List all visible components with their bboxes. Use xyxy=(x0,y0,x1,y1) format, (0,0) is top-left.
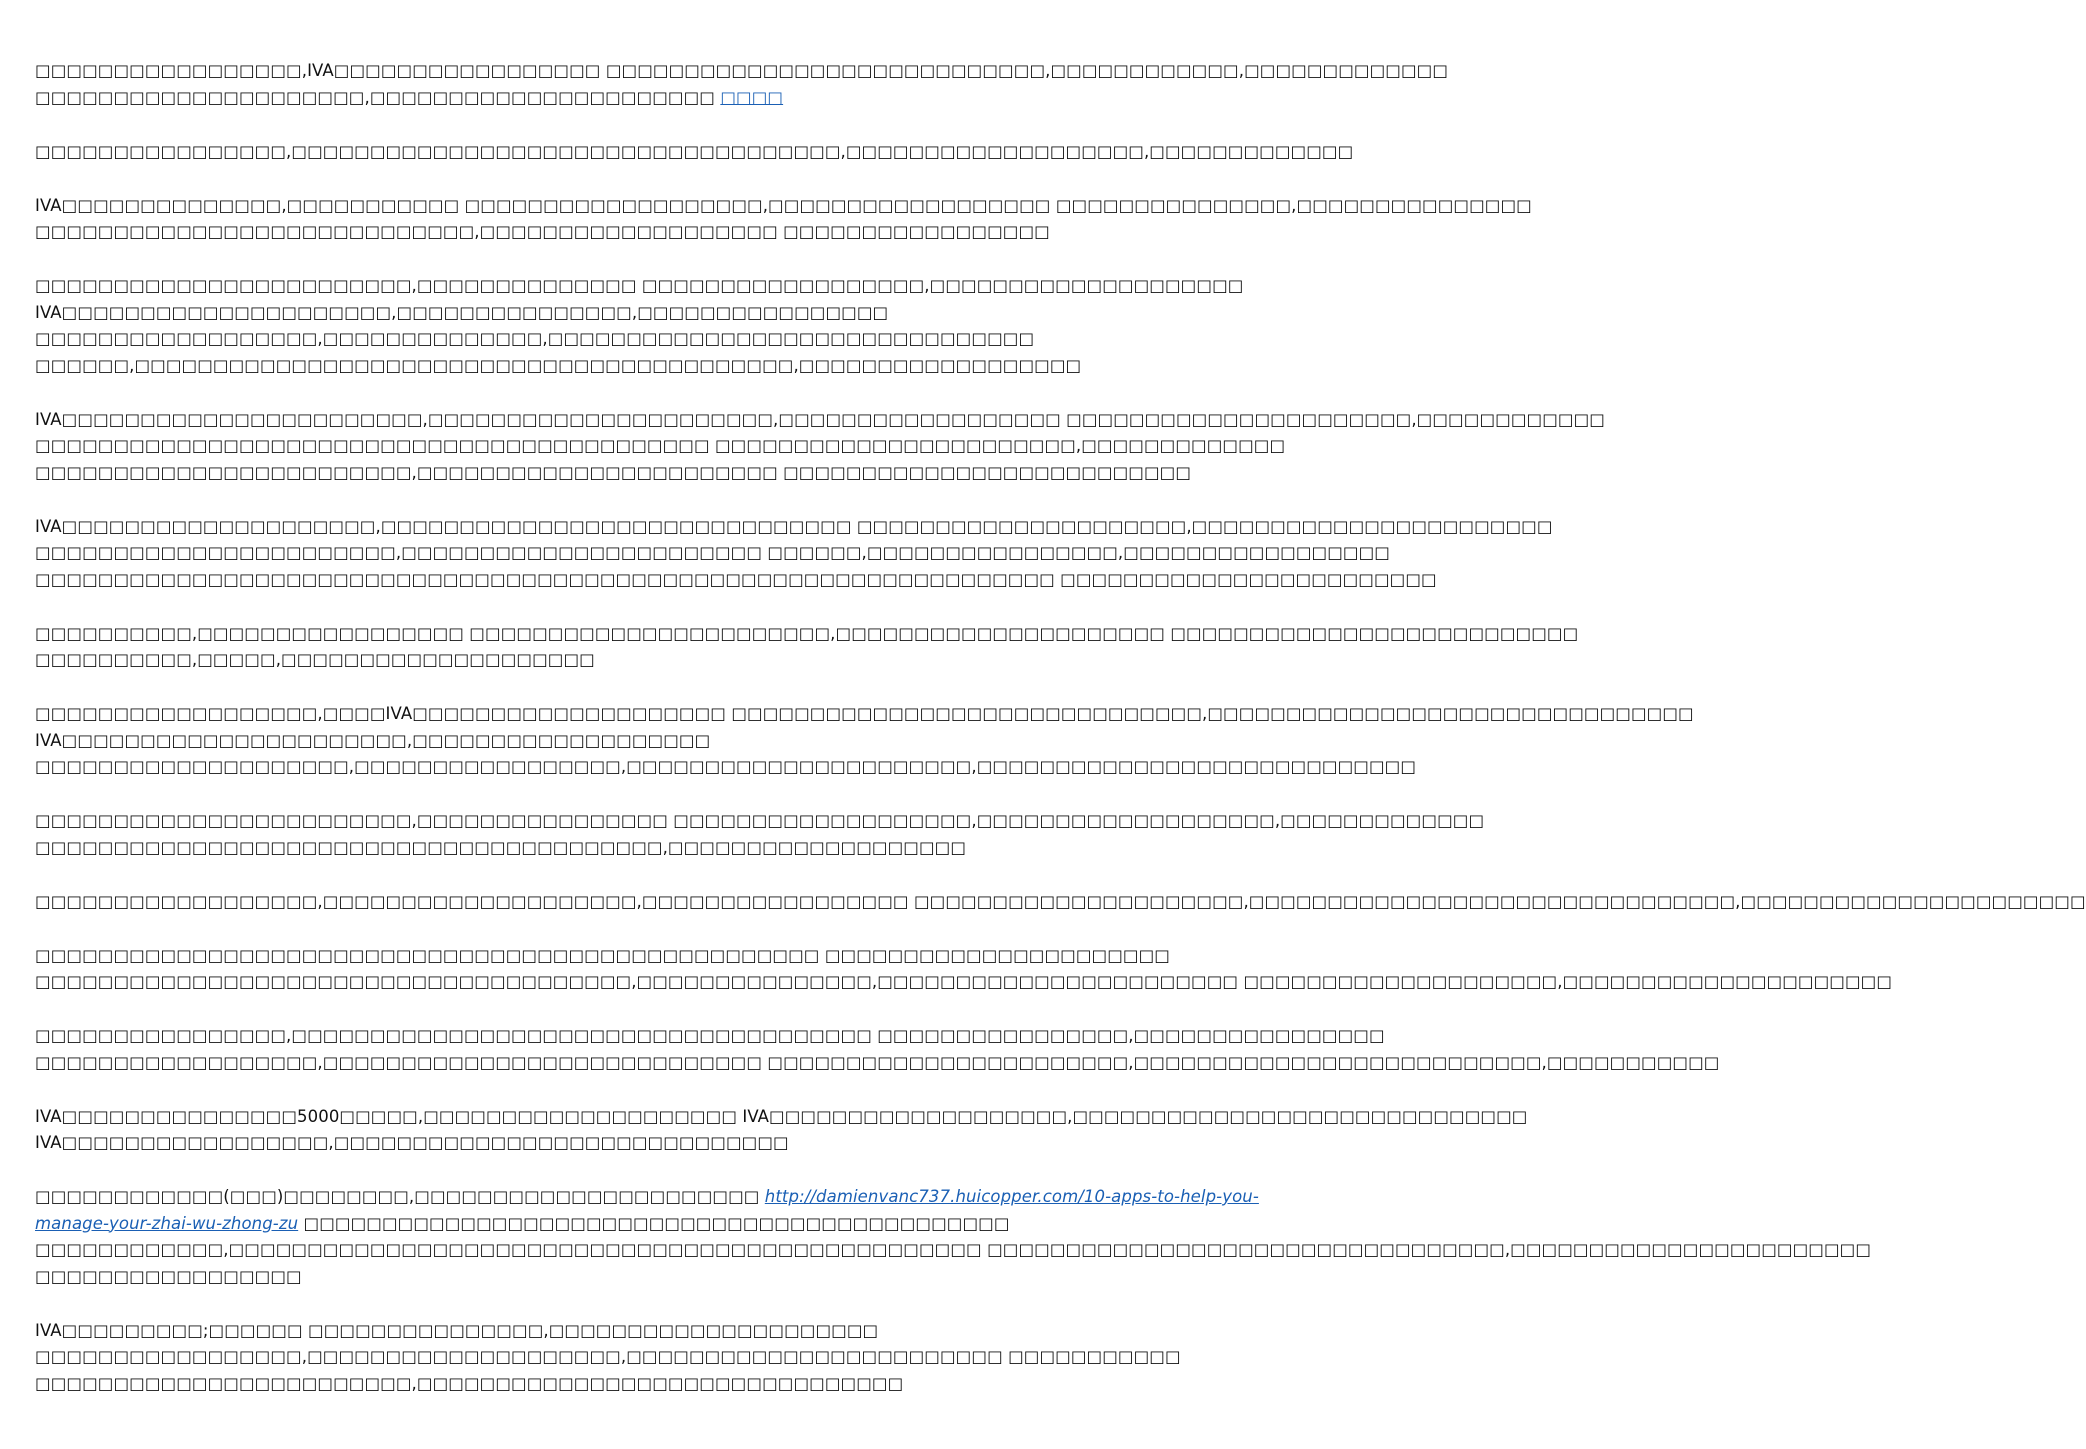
text-line xyxy=(35,1184,1259,1211)
paragraph-12 xyxy=(35,1023,1720,1076)
paragraph-11 xyxy=(35,943,1893,996)
text-line: IVA□□□□□□□□□□□□□□,□□□□□□□□□□□ □□□□□□□□□□□□□□□□□□□,□□□□□□□□□□□□□□□□□□ □□□□□□□□□□□□□□□,□□□□□□□□□□□□□□□ xyxy=(35,195,1532,215)
text-line: IVA□□□□□□□□□□□□□□□□□□□□□□,□□□□□□□□□□□□□□□□□□□ xyxy=(35,730,711,750)
text-line: □□□□□□□□□□□□□□□□□□,□□□□□□□□□□□□□□,□□□□□□□□□□□□□□□□□□□□□□□□□□□□□□□ xyxy=(35,329,1035,348)
text-line: □□□□□□□□□□□□□□□□□□□□□□□□,□□□□□□□□□□□□□□ □□□□□□□□□□□□□□□□□□,□□□□□□□□□□□□□□□□□□□□ xyxy=(35,276,1244,295)
paragraph-1 xyxy=(35,58,1449,111)
text-line: □□□□□□□□□□□□□□□□□□□□□□□,□□□□□□□□□□□□□□□□□□□□□□□ □□□□□□,□□□□□□□□□□□□□□□□,□□□□□□□□□□□□□□□□□ xyxy=(35,543,1390,562)
paragraph-8 xyxy=(35,701,1694,781)
text-line: IVA□□□□□□□□□□□□□□□□□□□□□,□□□□□□□□□□□□□□□,□□□□□□□□□□□□□□□□ xyxy=(35,302,889,322)
text-line: □□□□□□□□□□□□□□□□□,IVA□□□□□□□□□□□□□□□□□ □□□□□□□□□□□□□□□□□□□□□□□□□□□□,□□□□□□□□□□□□,□□□□□□□□□□□□□ xyxy=(35,61,1449,80)
text-line: □□□□□□□□□□□□□□□□□□□□□□□□□□□□,□□□□□□□□□□□□□□□□□□□ □□□□□□□□□□□□□□□□□ xyxy=(35,222,1050,241)
text-line: □□□□□□□□□□□□□□□□□□,□□□□□□□□□□□□□□□□□□□□□□□□□□□□ □□□□□□□□□□□□□□□□□□□□□□□,□□□□□□□□□□□□□□□□□□□□□□□□□□,□□□□□□□□□□□ xyxy=(35,1052,1720,1072)
paragraph-14 xyxy=(35,1184,1872,1290)
paragraph-6 xyxy=(35,514,1553,594)
text-line: IVA□□□□□□□□□□□□□□□5000□□□□□,□□□□□□□□□□□□□□□□□□□□ IVA□□□□□□□□□□□□□□□□□□□,□□□□□□□□□□□□□□□□□□□□□□□□□□□□□ xyxy=(35,1106,1528,1126)
document-body xyxy=(35,58,2086,1397)
paragraph-2 xyxy=(35,139,1354,166)
paragraph-9 xyxy=(35,808,1485,861)
text-line: □□□□□□□□□□□□□□□□□□□□□□□□□□□□□□□□□□□□□□□□□□□ □□□□□□□□□□□□□□□□□□□□□□□,□□□□□□□□□□□□□ xyxy=(35,436,1286,455)
paragraph-5 xyxy=(35,407,1605,487)
text-line: IVA□□□□□□□□□;□□□□□□ □□□□□□□□□□□□□□□,□□□□□□□□□□□□□□□□□□□□□ xyxy=(35,1320,879,1340)
text-line: □□□□□□□□□□□□□□□□□ xyxy=(35,1266,302,1286)
text-line: □□□□□□□□□□□□□□□□□□□□□□□□,□□□□□□□□□□□□□□□□□□□□□□□□□□□□□□□ xyxy=(35,1373,904,1393)
text-line: □□□□□□□□□□□□□□□□□□□□□□□□□□□□□□□□□□□□□□,□□□□□□□□□□□□□□□,□□□□□□□□□□□□□□□□□□□□□□□ □□□□□□□□□□□□□□□□□□□□,□□□□□□□□□□□□□□□□□□□□□ xyxy=(35,972,1893,991)
text-span: □□□□□□□□□□□□□□□□□□□□□□□□□□□□□□□□□□□□□□□□□□□□□ xyxy=(298,1213,1010,1233)
text-line: IVA□□□□□□□□□□□□□□□□□□□□,□□□□□□□□□□□□□□□□□□□□□□□□□□□□□□ □□□□□□□□□□□□□□□□□□□□□,□□□□□□□□□□□□□□□□□□□□□□□ xyxy=(35,516,1553,536)
text-line: IVA□□□□□□□□□□□□□□□□□,□□□□□□□□□□□□□□□□□□□□□□□□□□□□□ xyxy=(35,1133,789,1152)
text-line: □□□□□□□□□□□□□□□□□□□□,□□□□□□□□□□□□□□□□□,□□□□□□□□□□□□□□□□□□□□□□,□□□□□□□□□□□□□□□□□□□□□□□□□□□□ xyxy=(35,757,1417,776)
external-link[interactable]: http://damienvanc737.huicopper.com/10-apps-to-help-you- xyxy=(764,1187,1259,1206)
text-line: □□□□□□□□□□,□□□□□,□□□□□□□□□□□□□□□□□□□□ xyxy=(35,650,595,669)
text-line: □□□□□□□□□□□□□□□□□□,□□□□□□□□□□□□□□□□□□□□,□□□□□□□□□□□□□□□□□ □□□□□□□□□□□□□□□□□□□□□,□□□□□□□□□□□□□□□□□□□□□□□□□□□□□□□,□□□□□□□□□□□□□□□□□□□□□□ xyxy=(35,891,2086,911)
text-line: IVA□□□□□□□□□□□□□□□□□□□□□□□,□□□□□□□□□□□□□□□□□□□□□□,□□□□□□□□□□□□□□□□□□ □□□□□□□□□□□□□□□□□□□□□□,□□□□□□□□□□□□ xyxy=(35,409,1605,429)
text-line: □□□□□□□□□□□□□□□□□□□□□□□□□□□□□□□□□□□□□□□□□□□□□□□□□□□□□□□□□□□□□□□□□ □□□□□□□□□□□□□□□□□□□□□□□□ xyxy=(35,569,1437,589)
text-line xyxy=(35,1211,1010,1238)
paragraph-15 xyxy=(35,1318,1181,1398)
text-line: □□□□□□□□□□,□□□□□□□□□□□□□□□□□ □□□□□□□□□□□□□□□□□□□□□□□,□□□□□□□□□□□□□□□□□□□□□ □□□□□□□□□□□□□□□□□□□□□□□□□□ xyxy=(35,623,1579,643)
text-line: □□□□□□□□□□□□□□□□□□□□□□□□□□□□□□□□□□□□□□□□,□□□□□□□□□□□□□□□□□□□ xyxy=(35,837,967,857)
text-span: □□□□□□□□□□□□□□□□□□□□□,□□□□□□□□□□□□□□□□□□□□□□ xyxy=(35,87,721,107)
inline-link[interactable]: □□□□ xyxy=(720,87,784,107)
text-line xyxy=(35,85,995,112)
text-line: □□□□□□□□□□□□□□□□□,□□□□□□□□□□□□□□□□□□□□,□□□□□□□□□□□□□□□□□□□□□□□□ □□□□□□□□□□□ xyxy=(35,1347,1181,1366)
text-line: □□□□□□□□□□□□,□□□□□□□□□□□□□□□□□□□□□□□□□□□□□□□□□□□□□□□□□□□□□□□□ □□□□□□□□□□□□□□□□□□□□□□□□□□□□□□□□□,□□□□□□□□□□□□□□□□□□□□□□□ xyxy=(35,1240,1872,1259)
text-line: □□□□□□□□□□□□□□□□,□□□□□□□□□□□□□□□□□□□□□□□□□□□□□□□□□□□,□□□□□□□□□□□□□□□□□□□,□□□□□□□□□□□□□ xyxy=(35,141,1354,161)
text-line: □□□□□□□□□□□□□□□□,□□□□□□□□□□□□□□□□□□□□□□□□□□□□□□□□□□□□□ □□□□□□□□□□□□□□□□,□□□□□□□□□□□□□□□□ xyxy=(35,1026,1385,1045)
external-link-continued[interactable]: manage-your-zhai-wu-zhong-zu xyxy=(35,1213,299,1233)
paragraph-3 xyxy=(35,193,1532,246)
text-line: □□□□□□□□□□□□□□□□□□□□□□□□□□□□□□□□□□□□□□□□□□□□□□□□□□ □□□□□□□□□□□□□□□□□□□□□□ xyxy=(35,945,1170,965)
paragraph-4 xyxy=(35,273,1244,379)
text-line: □□□□□□□□□□□□□□□□□□,□□□□IVA□□□□□□□□□□□□□□□□□□□□ □□□□□□□□□□□□□□□□□□□□□□□□□□□□□□,□□□□□□□□□□□□□□□□□□□□□□□□□□□□□□□ xyxy=(35,704,1694,723)
paragraph-10 xyxy=(35,889,2086,916)
text-span: □□□□□□□□□□□□(□□□)□□□□□□□□,□□□□□□□□□□□□□□□□□□□□□□ xyxy=(35,1187,765,1206)
paragraph-13 xyxy=(35,1104,1528,1157)
text-line: □□□□□□,□□□□□□□□□□□□□□□□□□□□□□□□□□□□□□□□□□□□□□□□□□,□□□□□□□□□□□□□□□□□□ xyxy=(35,355,1082,375)
text-line: □□□□□□□□□□□□□□□□□□□□□□□□,□□□□□□□□□□□□□□□□□□□□□□□ □□□□□□□□□□□□□□□□□□□□□□□□□□ xyxy=(35,462,1192,482)
paragraph-7 xyxy=(35,621,1579,674)
text-line: □□□□□□□□□□□□□□□□□□□□□□□□,□□□□□□□□□□□□□□□□ □□□□□□□□□□□□□□□□□□□,□□□□□□□□□□□□□□□□□□□,□□□□□□□□□□□□□ xyxy=(35,811,1485,830)
